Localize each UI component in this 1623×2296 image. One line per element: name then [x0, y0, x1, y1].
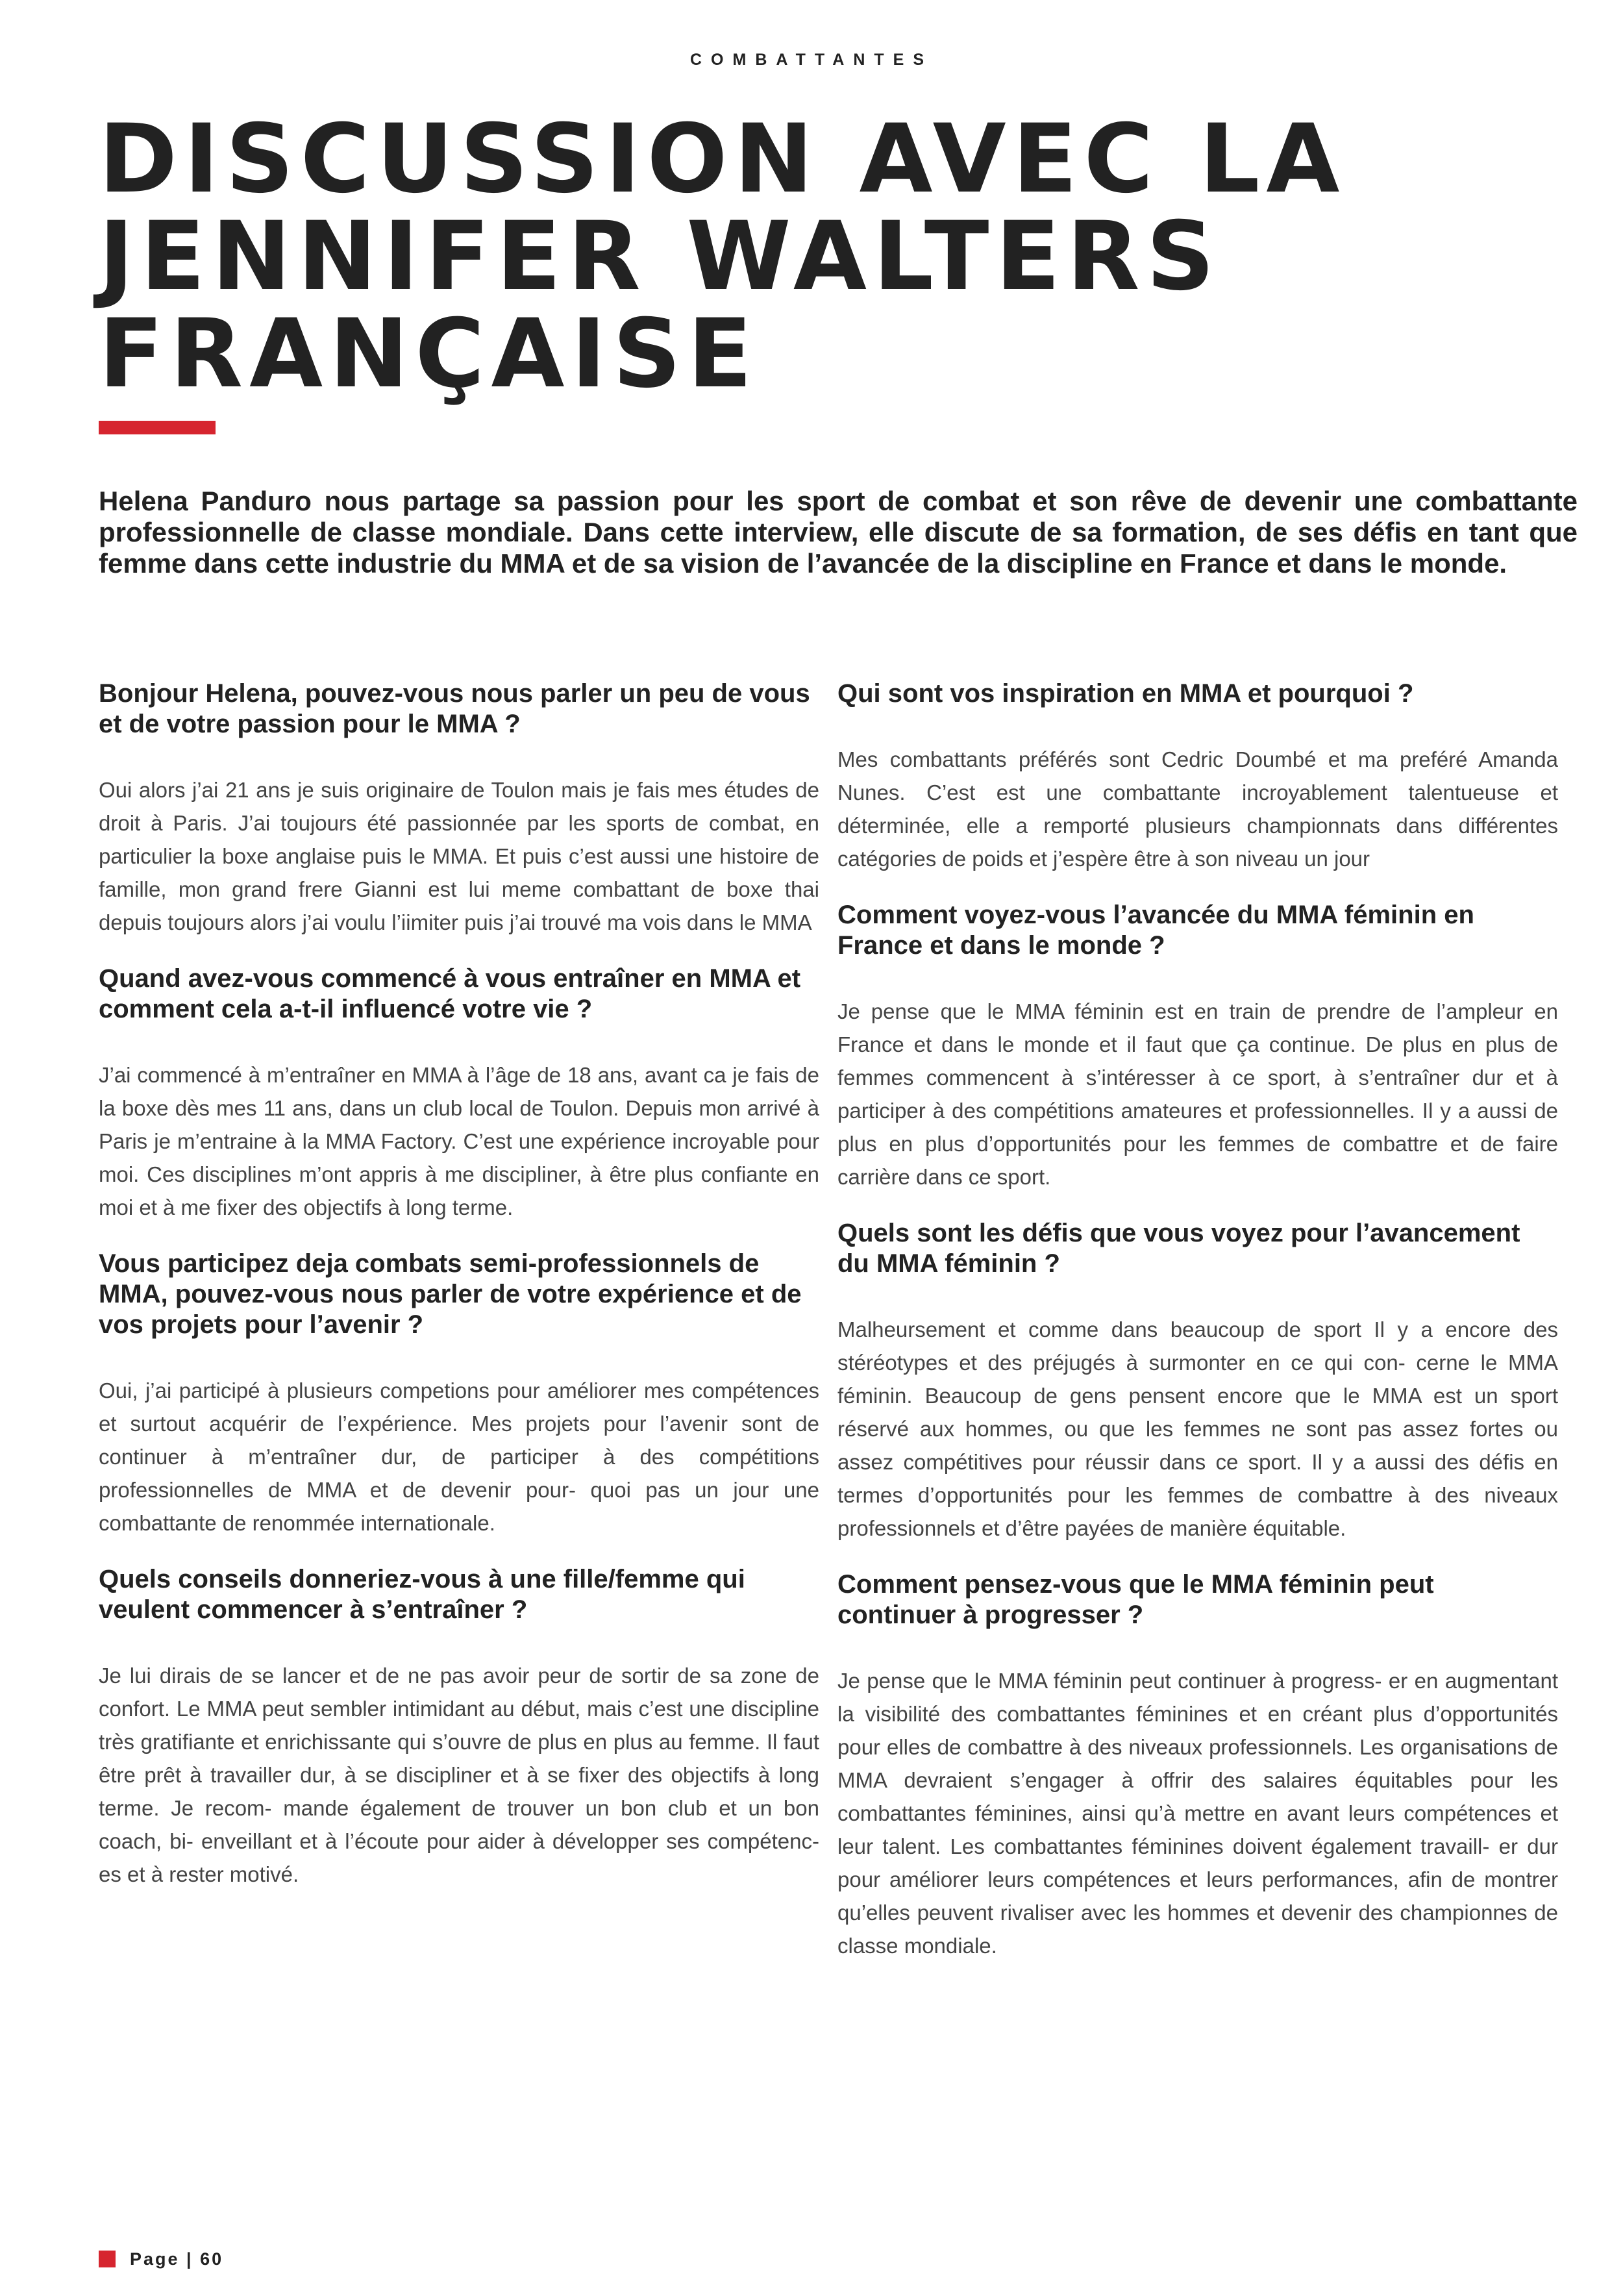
qa-block	[837, 1218, 1558, 1545]
answer-text: Mes combattants préférés sont Cedric Doumbé et ma preféré Amanda Nunes. C’est est une combattante incroyablement talentueuse et déterminée, elle a remporté plusieurs championnats dans différentes catégories de poids et j’espère être à son niveau un jour	[837, 747, 1558, 871]
question-heading: Bonjour Helena, pouvez-vous nous parler un peu de vous et de votre passion pour le MMA ?	[99, 679, 810, 738]
answer-text: Oui alors j’ai 21 ans je suis originaire de Toulon mais je fais mes études de droit à Paris. J’ai toujours été passionnée par les sports de combat, en particulier la boxe anglaise puis le MMA. Et puis c’est aussi une histoire de famille, mon grand frere Gianni est lui meme combattant de boxe thai depuis toujours alors j’ai voulu l’iimiter puis j’ai trouvé ma vois dans le MMA	[99, 778, 819, 934]
qa-block	[99, 1564, 819, 1891]
title-accent-bar	[99, 421, 216, 434]
page-number: Page | 60	[130, 2249, 224, 2269]
answer-text: Je pense que le MMA féminin est en train de prendre de l’ampleur en France et dans le monde et il faut que ça continue. De plus en plus de femmes commencent à s’intéresser à ce sport, à s’entraîner dur et à participer à des compétitions amateures et professionnelles. Il y a aussi de plus en plus d’opportunités pour les femmes de combattre et de faire carrière dans ce sport.	[837, 999, 1558, 1189]
answer-text: Je pense que le MMA féminin peut continuer à progress- er en augmentant la visibilité des combattantes féminines et en créant plus d’opportunités pour elles de combattre à des niveaux professionnels. Les organisations de MMA devraient s’engager à offrir des salaires équitables pour les combattantes féminines, ainsi qu’à mettre en avant leurs compétences et leur talent. Les combattantes féminines doivent également travaill- er dur pour améliorer leurs compétences et leurs performances, afin de montrer qu’elles peuvent rivaliser avec les hommes et devenir des championnes de classe mondiale.	[837, 1669, 1558, 1958]
square-icon	[99, 2251, 116, 2267]
right-column	[837, 679, 1558, 1987]
title-line-2: JENNIFER WALTERS	[99, 201, 1221, 312]
title-line-3: FRANÇAISE	[99, 299, 759, 409]
question-heading: Qui sont vos inspiration en MMA et pourquoi ?	[837, 679, 1414, 708]
qa-block	[99, 679, 819, 939]
answer-text: Je lui dirais de se lancer et de ne pas avoir peur de sortir de sa zone de confort. Le MMA peut sembler intimidant au début, mais c’est une discipline très gratifiante et enrichissante qui s’ouvre de plus en plus au femme. Il faut être prêt à travailler dur, à se discipliner et à se fixer des objectifs à long terme. Je recom- mande également de trouver un bon club et un bon coach, bi- enveillant et à l’écoute pour aider à développer ses compétenc- es et à rester motivé.	[99, 1664, 819, 1886]
question-heading: Comment pensez-vous que le MMA féminin peut continuer à progresser ?	[837, 1570, 1434, 1629]
qa-block	[99, 1249, 819, 1540]
question-heading: Quand avez-vous commencé à vous entraîner en MMA et comment cela a-t-il influencé votre vie ?	[99, 964, 801, 1023]
qa-block	[837, 1569, 1558, 1962]
qa-block	[837, 900, 1558, 1193]
page-footer	[99, 2249, 223, 2269]
intro-paragraph: Helena Panduro nous partage sa passion pour les sport de combat et son rêve de devenir une combattante professionnelle de classe mondiale. Dans cette interview, elle discute de sa formation, de ses défis en tant que femme dans cette industrie du MMA et de sa vision de l’avancée de la discipline en France et dans le monde.	[99, 486, 1578, 579]
answer-text: Oui, j’ai participé à plusieurs competions pour améliorer mes compétences et surtout acquérir de l’expérience. Mes projets pour l’avenir sont de continuer à m’entraîner dur, de participer à des compétitions professionnelles de MMA et de devenir pour- quoi pas un jour une combattante de renommée internationale.	[99, 1379, 819, 1535]
title-line-1: DISCUSSION AVEC LA	[99, 104, 1346, 214]
page-title	[99, 104, 1559, 409]
qa-block	[99, 964, 819, 1224]
question-heading: Quels conseils donneriez-vous à une fille/femme qui veulent commencer à s’entraîner ?	[99, 1565, 745, 1624]
section-label: COMBATTANTES	[690, 51, 933, 69]
question-heading: Vous participez deja combats semi-professionnels de MMA, pouvez-vous nous parler de votre expérience et de vos projets pour l’avenir ?	[99, 1249, 802, 1339]
question-heading: Comment voyez-vous l’avancée du MMA féminin en France et dans le monde ?	[837, 901, 1474, 960]
qa-block	[837, 679, 1558, 875]
question-heading: Quels sont les défis que vous voyez pour l’avancement du MMA féminin ?	[837, 1219, 1520, 1278]
answer-text: Malheursement et comme dans beaucoup de sport Il y a encore des stéréotypes et des préjugés à surmonter en ce qui con- cerne le MMA féminin. Beaucoup de gens pensent encore que le MMA est un sport réservé aux hommes, ou que les femmes ne sont pas assez fortes ou assez compétitives pour réussir dans ce sport. Il y a aussi des défis en termes d’opportunités pour les femmes de combattre à des niveaux professionnels et d’être payées de manière équitable.	[837, 1317, 1558, 1540]
left-column	[99, 679, 819, 1915]
answer-text: J’ai commencé à m’entraîner en MMA à l’âge de 18 ans, avant ca je fais de la boxe dès mes 11 ans, dans un club local de Toulon. Depuis mon arrivé à Paris je m’entraine à la MMA Factory. C’est une expérience incroyable pour moi. Ces disciplines m’ont appris à me discipliner, à être plus confiante en moi et à me fixer des objectifs à long terme.	[99, 1063, 819, 1219]
